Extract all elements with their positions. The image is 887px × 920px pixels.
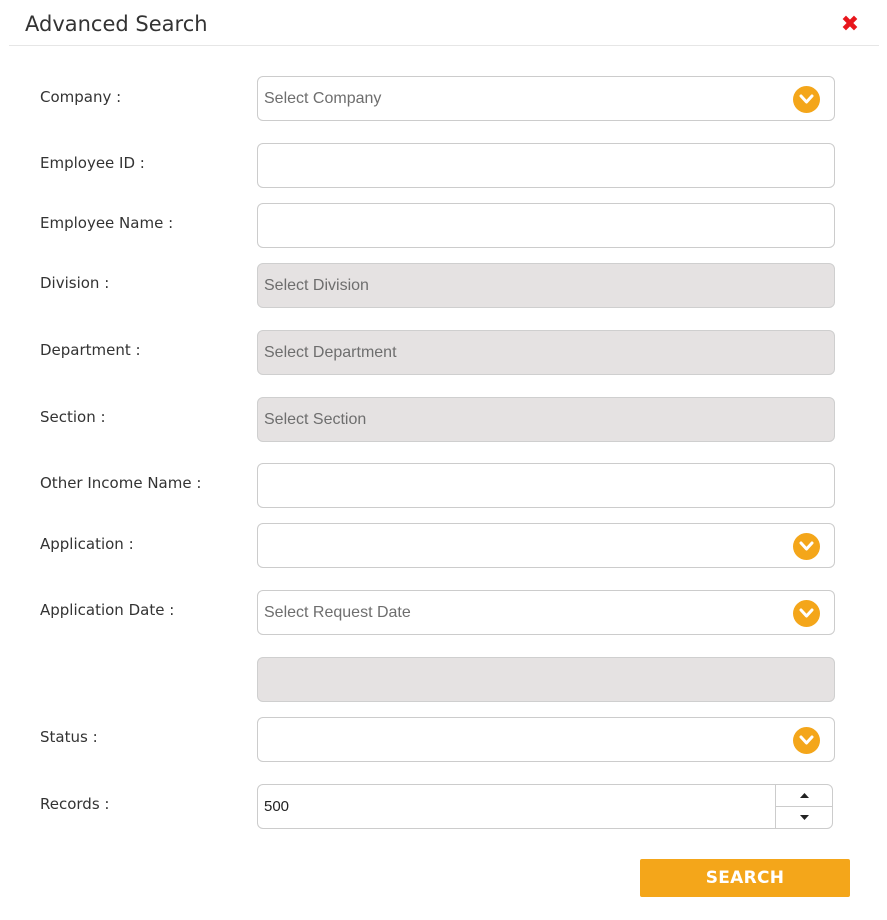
division-label: Division : xyxy=(40,274,110,292)
chevron-down-icon[interactable] xyxy=(793,600,820,627)
records-spinner xyxy=(775,785,832,828)
chevron-down-icon[interactable] xyxy=(793,727,820,754)
decrement-button[interactable] xyxy=(776,807,832,828)
records-number-input[interactable] xyxy=(257,784,833,829)
caret-down-icon xyxy=(800,815,809,820)
company-label: Company : xyxy=(40,88,122,106)
application-date-placeholder: Select Request Date xyxy=(264,604,411,621)
application-date-select[interactable] xyxy=(257,590,835,635)
division-placeholder: Select Division xyxy=(264,277,369,294)
employee-name-input[interactable] xyxy=(257,203,835,248)
company-select[interactable] xyxy=(257,76,835,121)
division-select[interactable] xyxy=(257,263,835,308)
employee-name-label: Employee Name : xyxy=(40,214,174,232)
records-label: Records : xyxy=(40,795,110,813)
application-select[interactable] xyxy=(257,523,835,568)
department-label: Department : xyxy=(40,341,141,359)
dialog-title: Advanced Search xyxy=(25,12,208,36)
other-income-name-label: Other Income Name : xyxy=(40,474,202,492)
company-placeholder: Select Company xyxy=(264,90,382,107)
employee-id-input[interactable] xyxy=(257,143,835,188)
records-value: 500 xyxy=(264,798,290,815)
chevron-down-icon[interactable] xyxy=(793,86,820,113)
caret-up-icon xyxy=(800,793,809,798)
application-date-range-field[interactable] xyxy=(257,657,835,702)
application-date-label: Application Date : xyxy=(40,601,175,619)
close-icon[interactable]: ✖ xyxy=(840,12,860,37)
section-placeholder: Select Section xyxy=(264,411,367,428)
department-select[interactable] xyxy=(257,330,835,375)
employee-id-label: Employee ID : xyxy=(40,154,145,172)
status-label: Status : xyxy=(40,728,98,746)
dialog-header xyxy=(9,0,879,46)
search-button[interactable]: SEARCH xyxy=(640,859,850,897)
application-label: Application : xyxy=(40,535,134,553)
department-placeholder: Select Department xyxy=(264,344,397,361)
chevron-down-icon[interactable] xyxy=(793,533,820,560)
increment-button[interactable] xyxy=(776,785,832,807)
section-select[interactable] xyxy=(257,397,835,442)
other-income-name-input[interactable] xyxy=(257,463,835,508)
status-select[interactable] xyxy=(257,717,835,762)
section-label: Section : xyxy=(40,408,106,426)
